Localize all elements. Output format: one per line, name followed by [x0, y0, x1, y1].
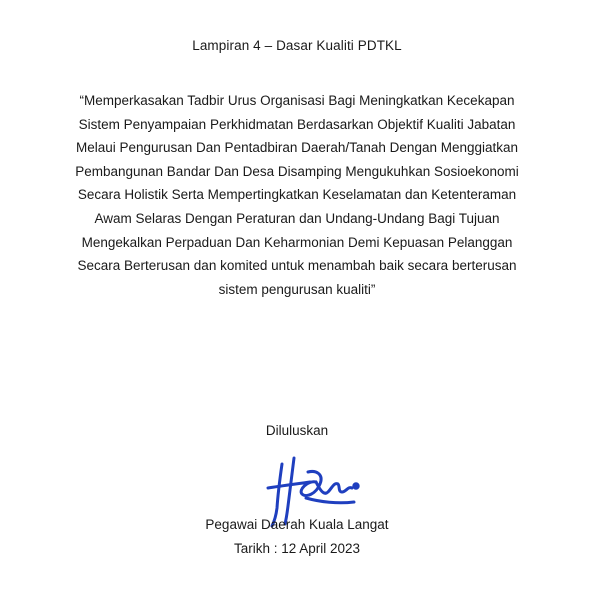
- statement-line: Mengekalkan Perpaduan Dan Keharmonian Demi Kepuasan Pelanggan: [81, 234, 513, 250]
- statement-line: Secara Holistik Serta Mempertingkatkan Keselamatan dan Ketenteraman: [77, 187, 517, 203]
- quality-policy-statement: [20, 89, 574, 301]
- statement-line: Secara Berterusan dan komited untuk menambah baik secara berterusan: [77, 258, 517, 274]
- statement-line: sistem pengurusan kualiti”: [218, 281, 376, 297]
- statement-line: Sistem Penyampaian Perkhidmatan Berdasarkan Objektif Kualiti Jabatan: [78, 116, 516, 132]
- document-title: Lampiran 4 – Dasar Kualiti PDTKL: [192, 38, 402, 53]
- statement-line: Awam Selaras Dengan Peraturan dan Undang-Undang Bagi Tujuan: [94, 210, 500, 226]
- approved-label: Diluluskan: [265, 423, 329, 438]
- statement-line: Melaui Pengurusan Dan Pentadbiran Daerah/Tanah Dengan Menggiatkan: [75, 140, 519, 156]
- approval-date: Tarikh : 12 April 2023: [233, 541, 361, 556]
- statement-line: Pembangunan Bandar Dan Desa Disamping Mengukuhkan Sosioekonomi: [75, 163, 519, 179]
- officer-title: Pegawai Daerah Kuala Langat: [205, 517, 389, 532]
- statement-line: “Memperkasakan Tadbir Urus Organisasi Bagi Meningkatkan Kecekapan: [79, 93, 515, 108]
